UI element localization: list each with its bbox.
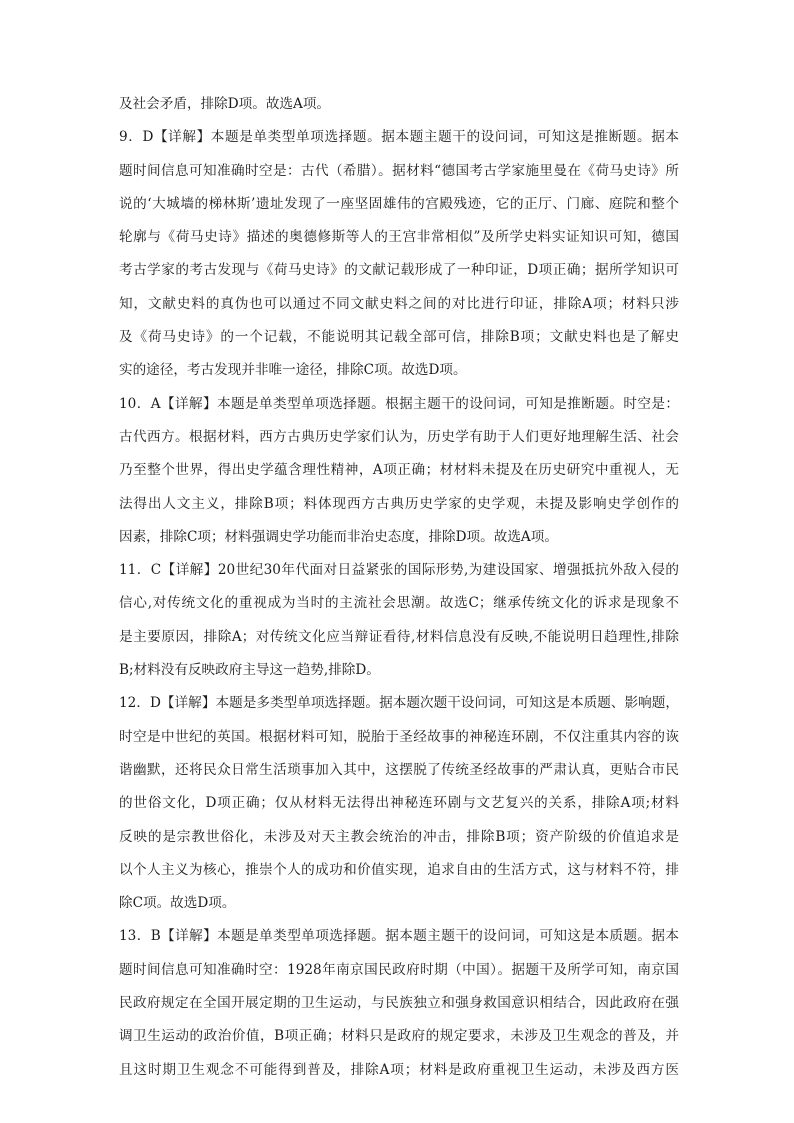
text-line: 法得出人文主义，排除B项；料体现西方古典历史学家的史学观，未提及影响史学创作的	[119, 495, 679, 512]
text-line: 13．B【详解】本题是单类型单项选择题。据本题主题干的设问词，可知这是本质题。据本	[119, 928, 679, 945]
document-page	[119, 88, 679, 1087]
text-line: 考古学家的考古发现与《荷马史诗》的文献记载形成了一种印证，D项正确；据所学知识可	[119, 262, 679, 279]
text-line: 民政府规定在全国开展定期的卫生运动，与民族独立和强身救国意识相结合，因此政府在强	[119, 995, 679, 1012]
text-line: 以个人主义为核心，推崇个人的成功和价值实现，追求自由的生活方式，这与材料不符，排	[119, 861, 679, 878]
text-line: 题时间信息可知准确时空：1928年南京国民政府时期（中国）。据题干及所学可知，南京国	[119, 961, 679, 978]
text-line: 谐幽默，还将民众日常生活琐事加入其中，这摆脱了传统圣经故事的严肃认真，更贴合市民	[119, 761, 679, 778]
text-line: 除C项。故选D项。	[119, 895, 236, 912]
answer-paragraph-12	[119, 687, 679, 920]
text-line: 实的途径，考古发现并非唯一途径，排除C项。故选D项。	[119, 362, 467, 379]
text-line: 轮廓与《荷马史诗》描述的奥德修斯等人的王宫非常相似”及所学史料实证知识可知，德国	[119, 229, 679, 246]
answer-paragraph-9	[119, 121, 679, 387]
text-line: 因素，排除C项；材料强调史学功能而非治史态度，排除D项。故选A项。	[119, 528, 558, 545]
answer-paragraph-10	[119, 388, 679, 554]
text-line: 12．D【详解】本题是多类型单项选择题。据本题次题干设问词，可知这是本质题、影响题，	[119, 695, 679, 712]
answer-paragraph-8-tail	[119, 88, 679, 121]
text-line: 古代西方。根据材料，西方古典历史学家们认为，历史学有助于人们更好地理解生活、社会	[119, 428, 679, 445]
answer-paragraph-13	[119, 920, 679, 1086]
text-line: 9．D【详解】本题是单类型单项选择题。据本题主题干的设问词，可知这是推断题。据本	[119, 129, 679, 146]
text-line: 乃至整个世界，得出史学蕴含理性精神，A项正确；材材料未提及在历史研究中重视人，无	[119, 462, 679, 479]
text-line: 时空是中世纪的英国。根据材料可知，脱胎于圣经故事的神秘连环剧，不仅注重其内容的诙	[119, 728, 679, 745]
text-line: 调卫生运动的政治价值，B项正确；材料只是政府的规定要求，未涉及卫生观念的普及，并	[119, 1028, 679, 1045]
text-line: 信心,对传统文化的重视成为当时的主流社会思潮。故选C；继承传统文化的诉求是现象不	[119, 595, 679, 612]
text-line: B;材料没有反映政府主导这一趋势,排除D。	[119, 662, 380, 679]
text-line: 及《荷马史诗》的一个记载，不能说明其记载全部可信，排除B项；文献史料也是了解史	[119, 329, 679, 346]
answer-paragraph-11	[119, 554, 679, 687]
text-line: 11．C【详解】20世纪30年代面对日益紧张的国际形势,为建设国家、增强抵抗外敌入侵的	[119, 562, 679, 579]
text-line: 且这时期卫生观念不可能得到普及，排除A项；材料是政府重视卫生运动，未涉及西方医	[119, 1061, 679, 1078]
text-line: 题时间信息可知准确时空是：古代（希腊）。据材料“德国考古学家施里曼在《荷马史诗》所	[119, 162, 679, 179]
text-line: 说的‘大城墙的梯林斯’遗址发现了一座坚固雄伟的宫殿残迹，它的正厅、门廊、庭院和整个	[119, 195, 679, 212]
text-line: 知，文献史料的真伪也可以通过不同文献史料之间的对比进行印证，排除A项；材料只涉	[119, 295, 679, 312]
text-line: 是主要原因，排除A；对传统文化应当辩证看待,材料信息没有反映,不能说明日趋理性,排除	[119, 628, 679, 645]
text-line: 的世俗文化，D项正确；仅从材料无法得出神秘连环剧与文艺复兴的关系，排除A项;材料	[119, 795, 679, 812]
text-line: 10．A【详解】本题是单类型单项选择题。根据主题干的设问词，可知是推断题。时空是：	[119, 395, 679, 412]
text-line: 反映的是宗教世俗化，未涉及对天主教会统治的冲击，排除B项；资产阶级的价值追求是	[119, 828, 679, 845]
text-line: 及社会矛盾，排除D项。故选A项。	[119, 96, 331, 112]
